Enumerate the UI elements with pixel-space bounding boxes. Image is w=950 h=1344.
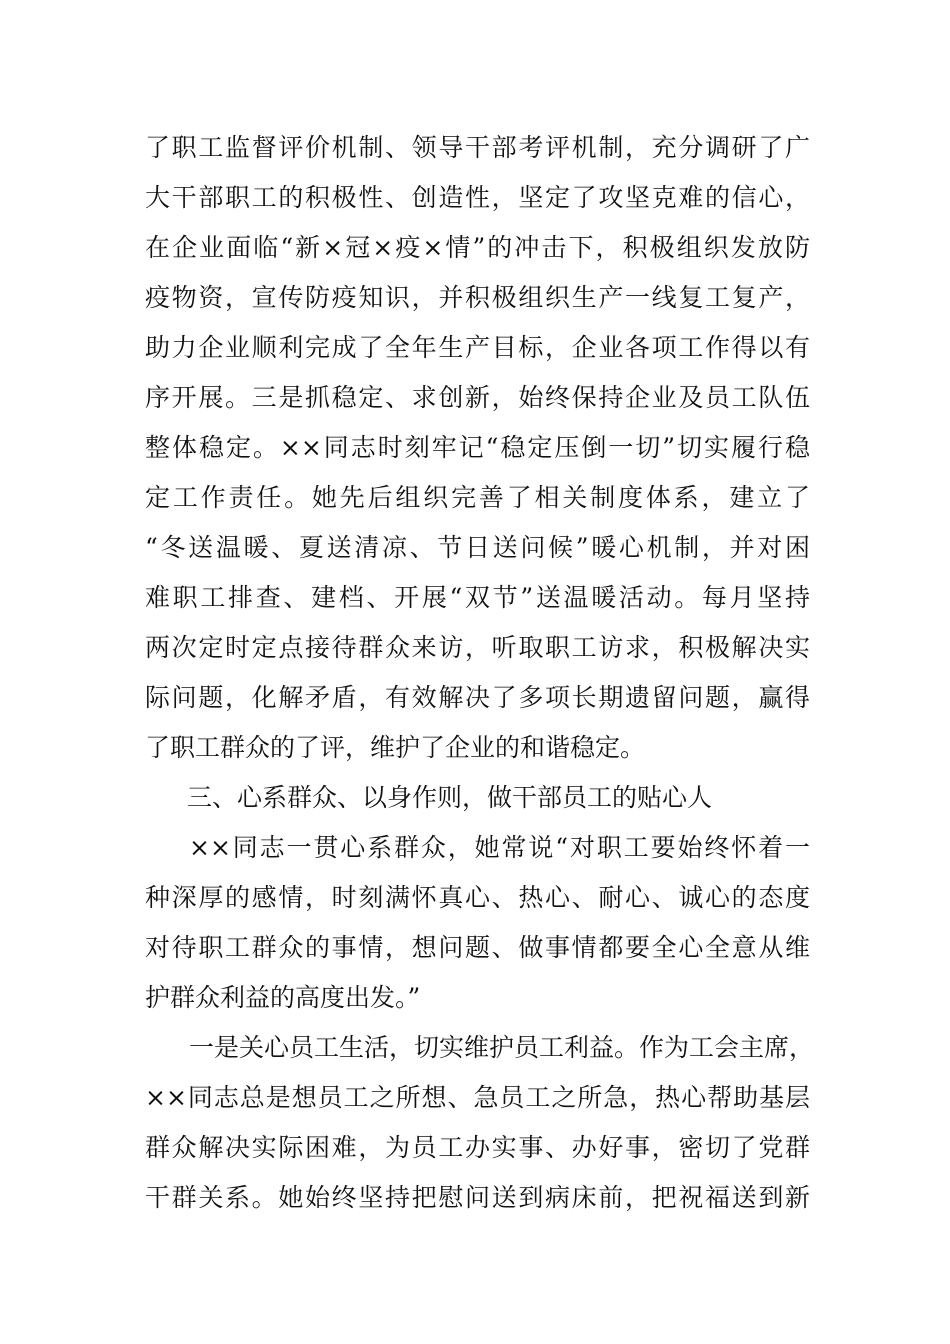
text-line: 序开展。三是抓稳定、求创新，始终保持企业及员工队伍 (145, 383, 810, 412)
text-line: “冬送温暖、夏送清凉、节日送问候”暖心机制，并对困 (145, 533, 810, 562)
text-line: 助力企业顺利完成了全年生产目标，企业各项工作得以有 (145, 333, 810, 362)
text-line: ××同志总是想员工之所想、急员工之所急，热心帮助基层 (145, 1083, 810, 1112)
paragraph-end-line: 了职工群众的了评，维护了企业的和谐稳定。 (145, 733, 646, 762)
paragraph-first-line: 一是关心员工生活，切实维护员工利益。作为工会主席， (189, 1033, 815, 1062)
text-line: 际问题，化解矛盾，有效解决了多项长期遗留问题，赢得 (145, 683, 810, 712)
text-line: 干群关系。她始终坚持把慰问送到病床前，把祝福送到新 (145, 1183, 810, 1212)
paragraph-end-line: 护群众利益的高度出发。” (145, 983, 421, 1012)
text-line: 对待职工群众的事情，想问题、做事情都要全心全意从维 (145, 933, 810, 962)
text-line: 种深厚的感情，时刻满怀真心、热心、耐心、诚心的态度 (145, 883, 810, 912)
body-text (145, 123, 815, 1223)
text-line: 难职工排查、建档、开展“双节”送温暖活动。每月坚持 (145, 583, 810, 612)
text-line: 两次定时定点接待群众来访，听取职工访求，积极解决实 (145, 633, 810, 662)
text-line: 整体稳定。××同志时刻牢记“稳定压倒一切”切实履行稳 (145, 433, 810, 462)
text-line: 疫物资，宣传防疫知识，并积极组织生产一线复工复产， (145, 283, 810, 312)
text-line: 定工作责任。她先后组织完善了相关制度体系，建立了 (145, 483, 810, 512)
text-line: 群众解决实际困难，为员工办实事、办好事，密切了党群 (145, 1133, 810, 1162)
text-line: 了职工监督评价机制、领导干部考评机制，充分调研了广 (145, 133, 810, 162)
text-line: 大干部职工的积极性、创造性，坚定了攻坚克难的信心， (145, 183, 810, 212)
paragraph-first-line: ××同志一贯心系群众，她常说“对职工要始终怀着一 (189, 833, 810, 862)
text-line: 在企业面临“新×冠×疫×情”的冲击下，积极组织发放防 (145, 233, 810, 262)
section-heading: 三、心系群众、以身作则，做干部员工的贴心人 (187, 783, 713, 812)
